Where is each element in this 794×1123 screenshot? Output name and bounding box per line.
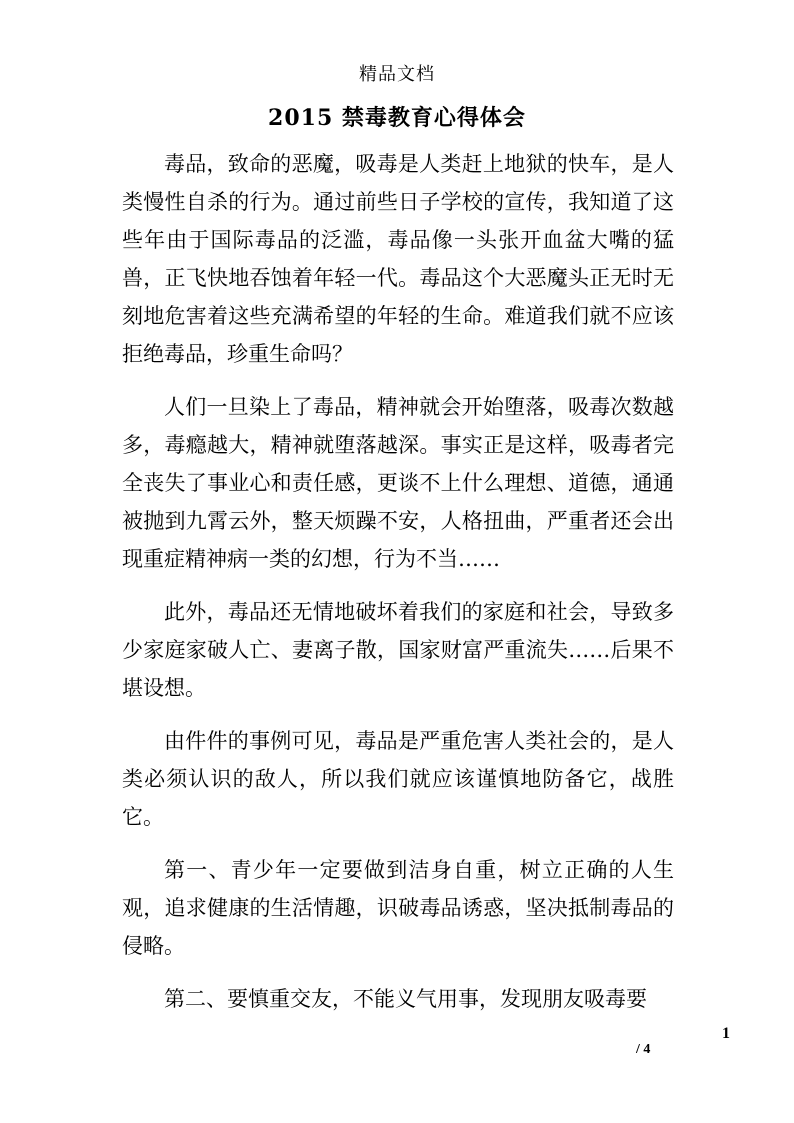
paragraph: 第二、要慎重交友，不能义气用事，发现朋友吸毒要: [164, 987, 647, 1011]
document-header: 精品文档: [359, 64, 435, 85]
paragraph: 第一、青少年一定要做到洁身自重，树立正确的人生观，追求健康的生活情趣，识破毒品诱惑，坚决抵制毒品的侵略。: [122, 858, 674, 958]
page-number: 1: [722, 1025, 730, 1042]
document-title: 2015 禁毒教育心得体会: [268, 105, 526, 131]
paragraph: 由件件的事例可见，毒品是严重危害人类社会的，是人类必须认识的敌人，所以我们就应该谨慎地防备它，战胜它。: [122, 729, 674, 829]
paragraph: 此外，毒品还无情地破坏着我们的家庭和社会，导致多少家庭家破人亡、妻离子散，国家财富严重流失……后果不堪设想。: [122, 600, 674, 700]
paragraph: 人们一旦染上了毒品，精神就会开始堕落，吸毒次数越多，毒瘾越大，精神就堕落越深。事实正是这样，吸毒者完全丧失了事业心和责任感，更谈不上什么理想、道德，通通被抛到九霄云外，整天烦躁不安，人格扭曲，严重者还会出现重症精神病一类的幻想，行为不当……: [122, 395, 674, 571]
paragraph: 毒品，致命的恶魔，吸毒是人类赶上地狱的快车，是人类慢性自杀的行为。通过前些日子学校的宣传，我知道了这些年由于国际毒品的泛滥，毒品像一头张开血盆大嘴的猛兽，正飞快地吞蚀着年轻一代。毒品这个大恶魔头正无时无刻地危害着这些充满希望的年轻的生命。难道我们就不应该拒绝毒品，珍重生命吗？: [122, 152, 674, 366]
page-total: / 4: [636, 1042, 651, 1057]
document-body: [122, 145, 674, 1033]
